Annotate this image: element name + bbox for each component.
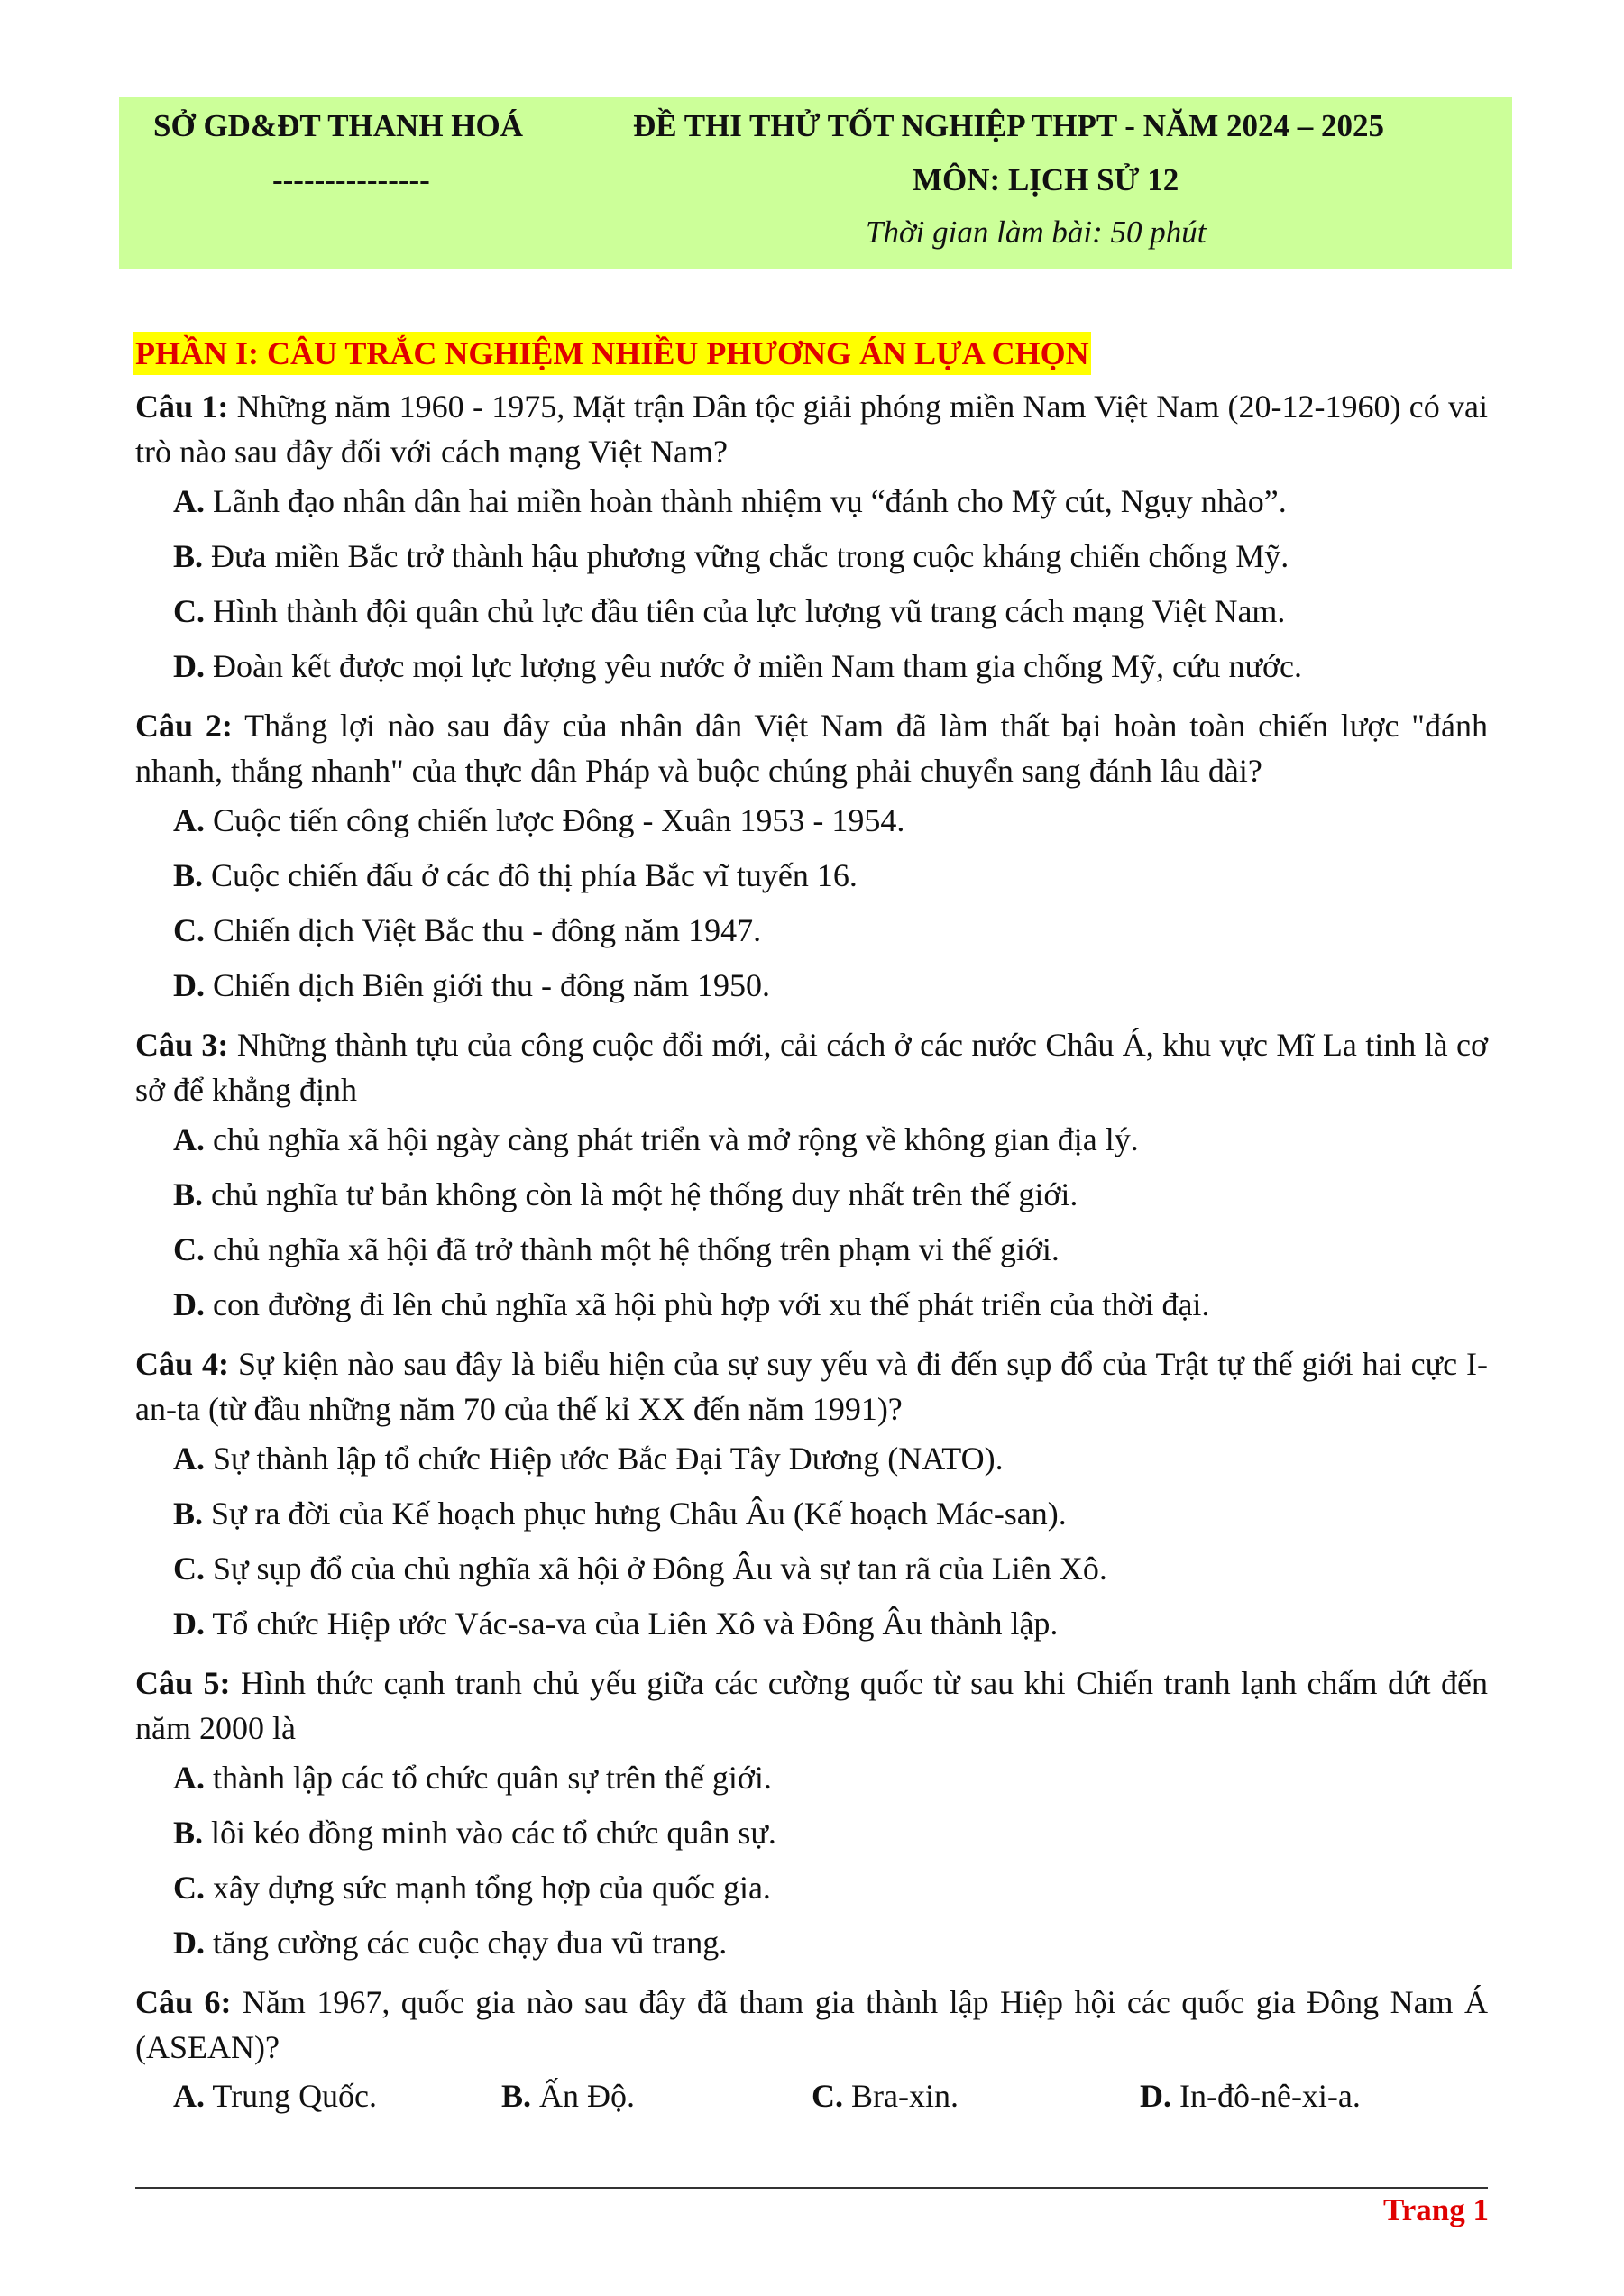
- option-label: D.: [173, 1605, 205, 1642]
- option-d[interactable]: [135, 639, 1488, 694]
- option-a[interactable]: [135, 474, 1488, 529]
- question-stem: [135, 1980, 1488, 2070]
- question-stem: [135, 1341, 1488, 1432]
- option-label: B.: [501, 2078, 532, 2114]
- option-c[interactable]: [135, 584, 1488, 639]
- option-c[interactable]: [135, 1861, 1488, 1916]
- option-label: A.: [173, 802, 205, 838]
- option-label: C.: [173, 1231, 205, 1267]
- question-stem: [135, 1022, 1488, 1112]
- option-label: C.: [173, 1550, 205, 1587]
- option-text: Cuộc tiến công chiến lược Đông - Xuân 1953 - 1954.: [205, 802, 905, 838]
- option-text: Sự sụp đổ của chủ nghĩa xã hội ở Đông Âu và sự tan rã của Liên Xô.: [205, 1550, 1107, 1587]
- option-b[interactable]: [135, 1486, 1488, 1541]
- options-row: [135, 2070, 1488, 2129]
- department-divider: ---------------: [272, 162, 430, 197]
- option-label: B.: [173, 538, 204, 574]
- question-label: Câu 1:: [135, 389, 229, 425]
- option-label: B.: [173, 857, 204, 893]
- question-stem: [135, 703, 1488, 793]
- question-6: [135, 1980, 1488, 2129]
- option-c[interactable]: [135, 903, 1488, 958]
- option-a[interactable]: [135, 793, 1488, 848]
- option-label: C.: [812, 2078, 843, 2114]
- option-label: C.: [173, 593, 205, 629]
- option-b[interactable]: [135, 529, 1488, 584]
- option-text: In-đô-nê-xi-a.: [1171, 2078, 1361, 2114]
- option-label: A.: [173, 1121, 205, 1157]
- option-label: D.: [173, 967, 205, 1003]
- option-label: A.: [173, 1760, 205, 1796]
- option-c[interactable]: [812, 2077, 959, 2115]
- option-label: B.: [173, 1176, 204, 1212]
- option-text: chủ nghĩa tư bản không còn là một hệ thống duy nhất trên thế giới.: [203, 1176, 1078, 1212]
- option-d[interactable]: [135, 1596, 1488, 1651]
- exam-duration: Thời gian làm bài: 50 phút: [866, 215, 1207, 250]
- question-stem: [135, 1660, 1488, 1751]
- option-text: Bra-xin.: [843, 2078, 959, 2114]
- question-4: [135, 1341, 1488, 1651]
- option-text: chủ nghĩa xã hội đã trở thành một hệ thống trên phạm vi thế giới.: [205, 1231, 1060, 1267]
- option-label: D.: [173, 1286, 205, 1322]
- option-b[interactable]: [135, 1806, 1488, 1861]
- option-a[interactable]: [135, 1432, 1488, 1486]
- option-text: Sự ra đời của Kế hoạch phục hưng Châu Âu (Kế hoạch Mác-san).: [203, 1496, 1067, 1532]
- option-label: A.: [173, 483, 205, 519]
- option-text: Đưa miền Bắc trở thành hậu phương vững chắc trong cuộc kháng chiến chống Mỹ.: [203, 538, 1289, 574]
- exam-content: [135, 332, 1488, 2129]
- option-b[interactable]: [135, 848, 1488, 903]
- question-text: Sự kiện nào sau đây là biểu hiện của sự suy yếu và đi đến sụp đổ của Trật tự thế giới hai cực I-an-ta (từ đầu những năm 70 của thế kỉ XX đến năm 1991)?: [135, 1346, 1488, 1427]
- option-label: D.: [173, 648, 205, 684]
- section-title: PHẦN I: CÂU TRẮC NGHIỆM NHIỀU PHƯƠNG ÁN LỰA CHỌN: [133, 332, 1091, 375]
- option-label: A.: [173, 1441, 205, 1477]
- option-text: Ấn Độ.: [531, 2078, 636, 2114]
- option-text: Hình thành đội quân chủ lực đầu tiên của lực lượng vũ trang cách mạng Việt Nam.: [205, 593, 1286, 629]
- option-text: Đoàn kết được mọi lực lượng yêu nước ở miền Nam tham gia chống Mỹ, cứu nước.: [205, 648, 1303, 684]
- option-text: xây dựng sức mạnh tổng hợp của quốc gia.: [205, 1870, 771, 1906]
- option-label: C.: [173, 1870, 205, 1906]
- question-3: [135, 1022, 1488, 1332]
- option-d[interactable]: [135, 1916, 1488, 1971]
- option-b[interactable]: [501, 2077, 635, 2115]
- option-text: lôi kéo đồng minh vào các tổ chức quân sự.: [203, 1815, 776, 1851]
- question-5: [135, 1660, 1488, 1971]
- question-text: Hình thức cạnh tranh chủ yếu giữa các cường quốc từ sau khi Chiến tranh lạnh chấm dứt đến năm 2000 là: [135, 1665, 1488, 1746]
- question-text: Thắng lợi nào sau đây của nhân dân Việt Nam đã làm thất bại hoàn toàn chiến lược "đánh nhanh, thắng nhanh" của thực dân Pháp và buộc chúng phải chuyển sang đánh lâu dài?: [135, 708, 1488, 789]
- exam-title: ĐỀ THI THỬ TỐT NGHIỆP THPT - NĂM 2024 – 2025: [633, 108, 1385, 143]
- option-label: C.: [173, 912, 205, 948]
- question-label: Câu 3:: [135, 1027, 229, 1063]
- option-label: D.: [173, 1925, 205, 1961]
- option-text: Trung Quốc.: [205, 2078, 378, 2114]
- option-text: tăng cường các cuộc chạy đua vũ trang.: [205, 1925, 728, 1961]
- option-text: Cuộc chiến đấu ở các đô thị phía Bắc vĩ tuyến 16.: [203, 857, 858, 893]
- option-d[interactable]: [1140, 2077, 1361, 2115]
- option-text: thành lập các tổ chức quân sự trên thế giới.: [205, 1760, 772, 1796]
- option-text: con đường đi lên chủ nghĩa xã hội phù hợp với xu thế phát triển của thời đại.: [205, 1286, 1210, 1322]
- question-label: Câu 4:: [135, 1346, 229, 1382]
- option-a[interactable]: [135, 1751, 1488, 1806]
- question-text: Những thành tựu của công cuộc đổi mới, cải cách ở các nước Châu Á, khu vực Mĩ La tinh là cơ sở để khẳng định: [135, 1027, 1489, 1108]
- option-text: Chiến dịch Việt Bắc thu - đông năm 1947.: [205, 912, 762, 948]
- question-stem: [135, 384, 1488, 474]
- option-text: Tổ chức Hiệp ước Vác-sa-va của Liên Xô và Đông Âu thành lập.: [205, 1605, 1059, 1642]
- option-label: B.: [173, 1496, 204, 1532]
- exam-subject: MÔN: LỊCH SỬ 12: [913, 162, 1179, 197]
- option-b[interactable]: [135, 1167, 1488, 1222]
- option-label: D.: [1140, 2078, 1171, 2114]
- option-label: A.: [173, 2078, 205, 2114]
- option-a[interactable]: [173, 2077, 377, 2115]
- question-2: [135, 703, 1488, 1013]
- option-text: chủ nghĩa xã hội ngày càng phát triển và mở rộng về không gian địa lý.: [205, 1121, 1139, 1157]
- question-1: [135, 384, 1488, 694]
- footer-divider: [135, 2187, 1488, 2189]
- option-d[interactable]: [135, 1277, 1488, 1332]
- question-label: Câu 5:: [135, 1665, 231, 1701]
- department-name: SỞ GD&ĐT THANH HOÁ: [153, 108, 524, 143]
- option-label: B.: [173, 1815, 204, 1851]
- exam-header: [119, 97, 1512, 269]
- option-c[interactable]: [135, 1222, 1488, 1277]
- option-text: Chiến dịch Biên giới thu - đông năm 1950.: [205, 967, 770, 1003]
- question-text: Những năm 1960 - 1975, Mặt trận Dân tộc giải phóng miền Nam Việt Nam (20-12-1960) có vai trò nào sau đây đối với cách mạng Việt Nam?: [135, 389, 1488, 470]
- question-label: Câu 2:: [135, 708, 233, 744]
- option-a[interactable]: [135, 1112, 1488, 1167]
- question-text: Năm 1967, quốc gia nào sau đây đã tham gia thành lập Hiệp hội các quốc gia Đông Nam Á (ASEAN)?: [135, 1984, 1488, 2065]
- option-text: Sự thành lập tổ chức Hiệp ước Bắc Đại Tây Dương (NATO).: [205, 1441, 1004, 1477]
- option-d[interactable]: [135, 958, 1488, 1013]
- page-number: Trang 1: [1383, 2192, 1489, 2227]
- option-text: Lãnh đạo nhân dân hai miền hoàn thành nhiệm vụ “đánh cho Mỹ cút, Ngụy nhào”.: [205, 483, 1287, 519]
- option-c[interactable]: [135, 1541, 1488, 1596]
- question-label: Câu 6:: [135, 1984, 232, 2020]
